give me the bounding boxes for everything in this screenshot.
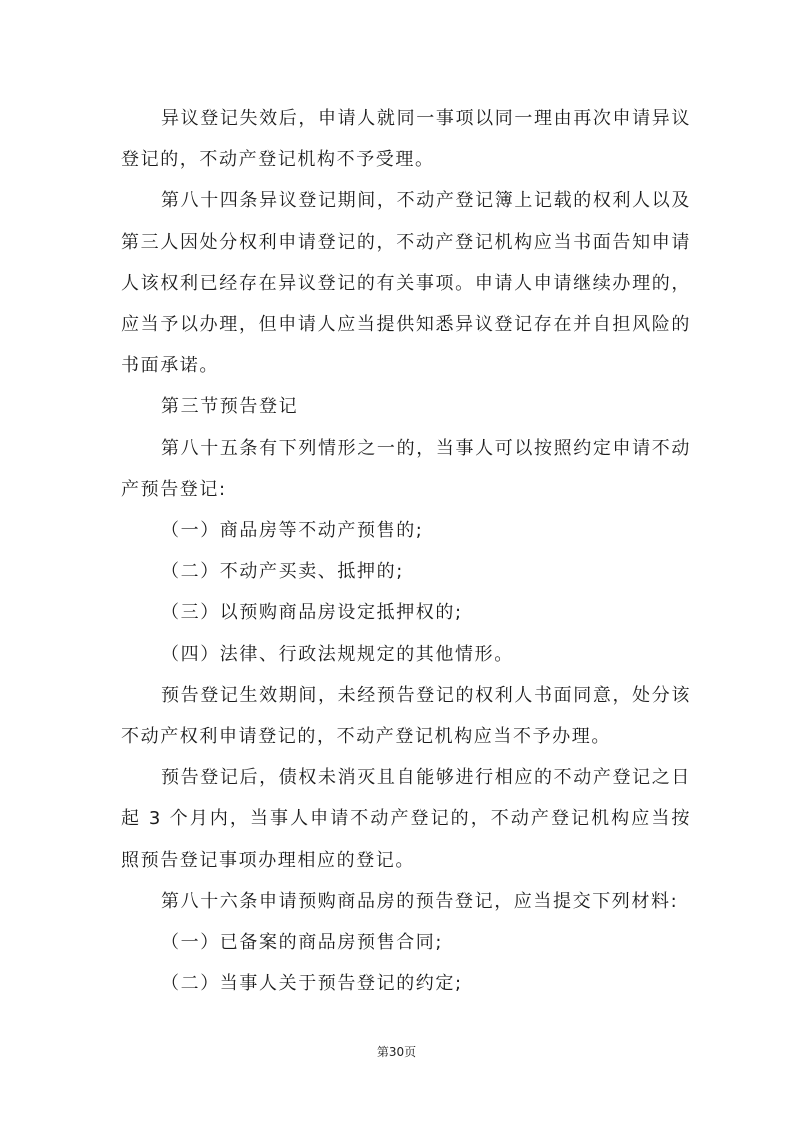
paragraph-notice-effective: 预告登记生效期间，未经预告登记的权利人书面同意，处分该不动产权利申请登记的，不动产登记机构应当不予办理。 [121, 684, 691, 748]
list-item-materials-2: （二）当事人关于预告登记的约定; [161, 973, 463, 995]
list-item-3: （三）以预购商品房设定抵押权的; [161, 602, 463, 624]
list-item-4: （四）法律、行政法规规定的其他情形。 [161, 643, 514, 665]
paragraph-objection-expired: 异议登记失效后，申请人就同一事项以同一理由再次申请异议登记的，不动产登记机构不予受理。 [121, 108, 691, 171]
document-body [121, 98, 691, 1004]
list-item-materials-1: （一）已备案的商品房预售合同; [161, 932, 444, 954]
list-item-1: （一）商品房等不动产预售的; [161, 520, 424, 542]
section-heading-advance-notice: 第三节预告登记 [161, 396, 299, 418]
paragraph-article-85: 第八十五条有下列情形之一的，当事人可以按照约定申请不动产预告登记: [121, 437, 691, 500]
page-number: 第30页 [376, 1045, 417, 1059]
paragraph-article-86: 第八十六条申请预购商品房的预告登记，应当提交下列材料: [161, 890, 679, 912]
paragraph-article-84: 第八十四条异议登记期间，不动产登记簿上记载的权利人以及第三人因处分权利申请登记的，不动产登记机构应当书面告知申请人该权利已经存在异议登记的有关事项。申请人申请继续办理的，应当予以办理，但申请人应当提供知悉异议登记存在并自担风险的书面承诺。 [121, 190, 691, 377]
list-item-2: （二）不动产买卖、抵押的; [161, 561, 404, 583]
paragraph-after-notice: 预告登记后，债权未消灭且自能够进行相应的不动产登记之日起 3 个月内，当事人申请不动产登记的，不动产登记机构应当按照预告登记事项办理相应的登记。 [121, 767, 691, 871]
